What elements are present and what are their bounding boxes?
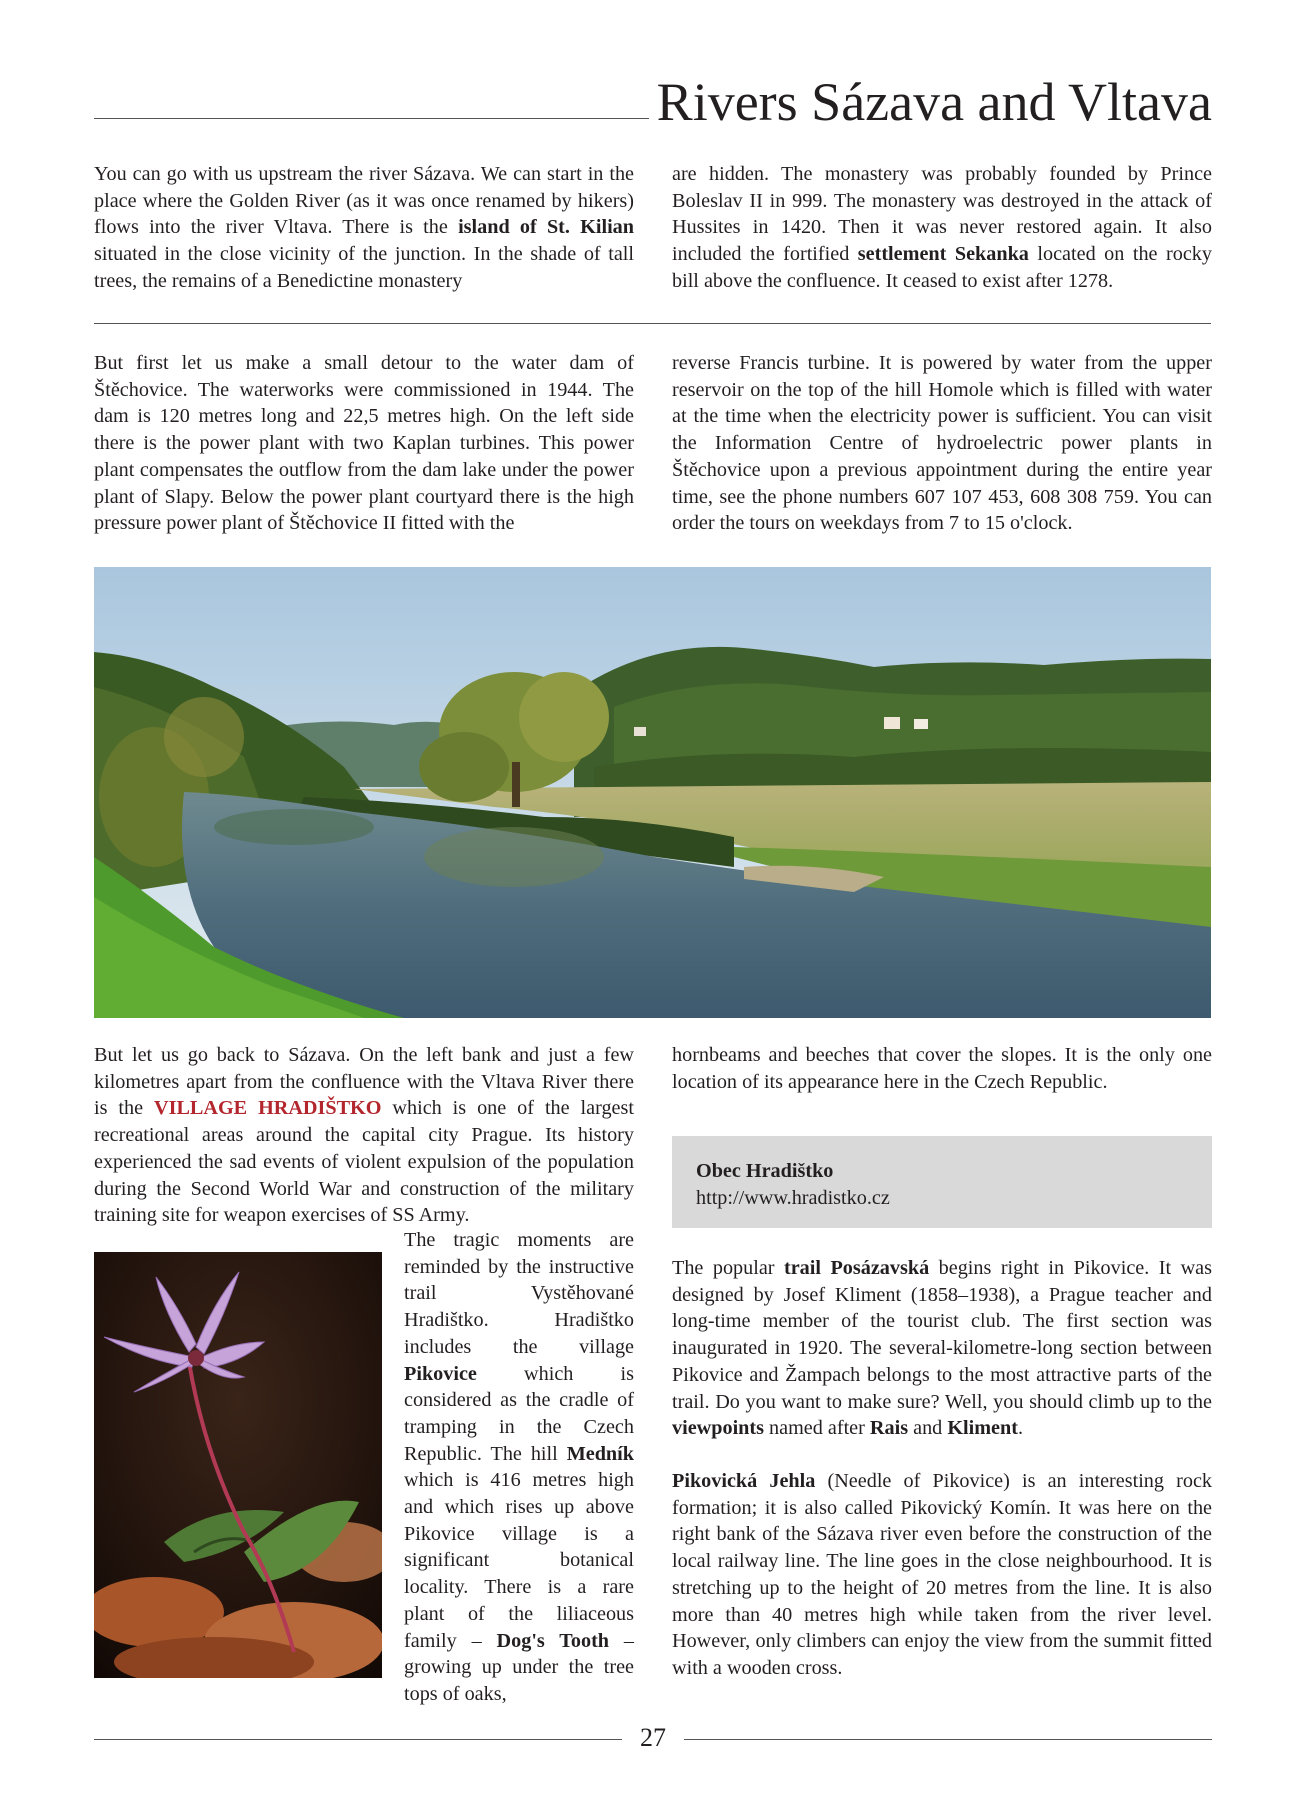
footer-rule-right — [684, 1739, 1212, 1740]
river-landscape-svg — [94, 567, 1211, 1018]
intro-left-column — [94, 161, 634, 295]
section-divider — [94, 323, 1211, 324]
text-span: located on the rocky bill above the confluence. It ceased to exist after 1278. — [672, 243, 1212, 292]
text-span: named after — [763, 1417, 870, 1440]
text-span: situated in the close vicinity of the junction. In the shade of tall trees, the remains of a Benedictine monastery — [94, 243, 634, 292]
text-span: which is considered as the cradle of tramping in the Czech Republic. The hill — [404, 1362, 634, 1465]
page-title: Rivers Sázava and Vltava — [656, 72, 1212, 132]
dam-left-column — [94, 350, 634, 537]
text-span: begins right in Pikovice. It was designed by Josef Kliment (1858–1938), a Prague teacher and long-time member of the tourist club. The first section was inaugurated in 1920. The several-kilometre-long section between Pikovice and Žampach belongs to the most attractive parts of the trail. Do you want to make sure? Well, you should climb up to the — [672, 1257, 1212, 1413]
page-number: 27 — [640, 1723, 666, 1752]
footer-rule-left — [94, 1739, 622, 1740]
text-span: are hidden. The monastery was probably founded by Prince Boleslav II in 999. The monastery was destroyed in the attack of Hussites in 1420. Then it was never restored again. It also included the fortified — [672, 163, 1212, 266]
text-span: – growing up under the tree tops of oaks, — [404, 1629, 635, 1705]
flower-wrap-column — [404, 1227, 634, 1708]
hradistko-left-column — [94, 1042, 634, 1229]
pikovicka-jehla-bold: Pikovická Jehla — [672, 1470, 816, 1492]
title-rule — [94, 118, 649, 119]
text-span: But let us go back to Sázava. On the left bank and just a few kilometres apart from the confluence with the Vltava River there is the — [94, 1044, 634, 1120]
settlement-sekanka-bold: settlement Sekanka — [857, 243, 1029, 266]
dogs-tooth-bold: Dog's Tooth — [496, 1629, 610, 1652]
info-box-name: Obec Hradištko — [696, 1160, 834, 1182]
text-span: The popular — [672, 1257, 784, 1279]
rais-bold: Rais — [869, 1417, 909, 1440]
trail-paragraph — [672, 1255, 1212, 1442]
text-span: (Needle of Pikovice) is an interesting rock formation; it is also called Pikovický Komín. It was here on the right bank of the Sázava river even before the construction of the local railway line. The line goes in the close neighbourhood. It is stretching up to the height of 20 metres from the line. It is also more than 40 metres high while taken from the river level. However, only climbers can enjoy the view from the summit fitted with a wooden cross. — [672, 1470, 1212, 1679]
info-box — [672, 1136, 1212, 1228]
trail-posazavska-bold: trail Posázavská — [784, 1257, 930, 1279]
viewpoints-bold: viewpoints — [672, 1417, 764, 1440]
text-span: You can go with us upstream the river Sázava. We can start in the place where the Golden River (as it was once renamed by hikers) flows into the river Vltava. There is the — [94, 163, 634, 239]
kliment-bold: Kliment — [947, 1417, 1018, 1440]
text-span: The tragic moments are reminded by the instructive trail Vystěhované Hradištko. Hradištko includes the village — [404, 1229, 634, 1358]
text-span: . — [1017, 1417, 1024, 1440]
info-box-url[interactable]: http://www.hradistko.cz — [696, 1186, 890, 1209]
pikovice-bold: Pikovice — [404, 1362, 477, 1385]
island-st-kilian-bold: island of St. Kilian — [458, 216, 635, 239]
hornbeams-paragraph: hornbeams and beeches that cover the slopes. It is the only one location of its appearance here in the Czech Republic. — [672, 1044, 1212, 1093]
dogs-tooth-flower-svg — [94, 1252, 382, 1678]
dogs-tooth-flower-image — [94, 1252, 382, 1678]
dam-left-paragraph: But first let us make a small detour to the water dam of Štěchovice. The waterworks were commissioned in 1944. The dam is 120 metres long and 22,5 metres high. On the left side there is the power plant with two Kaplan turbines. This power plant compensates the outflow from the dam lake under the power plant of Slapy. Below the power plant courtyard there is the high pressure power plant of Štěchovice II fitted with the — [94, 352, 634, 535]
text-span: which is 416 metres high and which rises up above Pikovice village is a significant botanical locality. There is a rare plant of the liliaceous family – — [404, 1469, 634, 1652]
text-span: which is one of the largest recreational areas around the capital city Prague. Its history experienced the sad events of violent expulsion of the population during the Second World War and construction of the military training site for weapon exercises of SS Army. — [94, 1097, 634, 1227]
river-landscape-image — [94, 567, 1211, 1018]
intro-right-column — [672, 161, 1212, 295]
text-span: and — [908, 1417, 948, 1440]
needle-paragraph — [672, 1468, 1212, 1682]
dam-right-column — [672, 350, 1212, 537]
mednik-bold: Medník — [566, 1442, 634, 1465]
dam-right-paragraph: reverse Francis turbine. It is powered by water from the upper reservoir on the top of the hill Homole which is filled with water at the time when the electricity power is sufficient. You can visit the Information Centre of hydroelectric power plants in Štěchovice upon a previous appointment during the entire year time, see the phone numbers 607 107 453, 608 308 759. You can order the tours on weekdays from 7 to 15 o'clock. — [672, 352, 1212, 535]
hradistko-right-column — [672, 1042, 1212, 1095]
village-hradistko-highlight: VILLAGE HRADIŠTKO — [154, 1097, 382, 1120]
